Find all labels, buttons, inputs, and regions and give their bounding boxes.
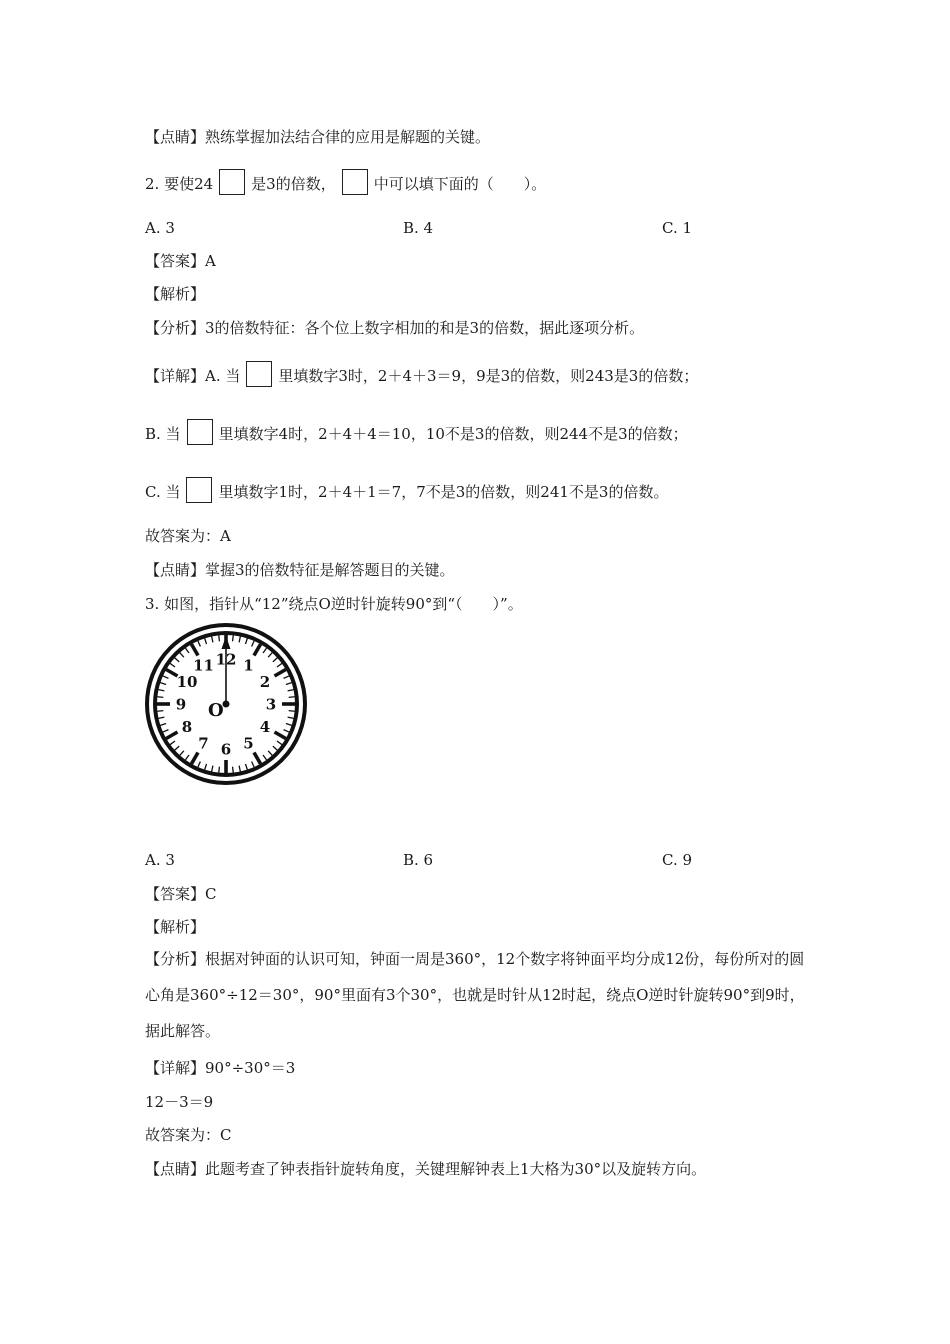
- blank-box: [342, 169, 368, 195]
- clock-major-tick: [192, 752, 199, 763]
- clock-minor-tick: [273, 746, 277, 750]
- clock-minor-tick: [205, 638, 207, 644]
- clock-minor-tick: [175, 746, 179, 750]
- clock-minor-tick: [159, 717, 165, 718]
- q3-detail-1: 【详解】90°÷30°＝3: [145, 1059, 296, 1077]
- q3-conclusion: 故答案为：C: [145, 1126, 232, 1144]
- clock-minor-tick: [277, 663, 282, 667]
- clock-minor-tick: [289, 697, 295, 698]
- q2-question-middle: 是3的倍数，: [251, 175, 336, 193]
- q2-analysis-head: 【解析】: [145, 285, 206, 303]
- clock-minor-tick: [175, 658, 179, 662]
- q2-question-suffix: 中可以填下面的（ ）。: [373, 175, 547, 193]
- blank-box: [187, 419, 213, 445]
- clock-minor-tick: [284, 676, 289, 678]
- q3-option-a: A. 3: [145, 851, 175, 869]
- clock-minor-tick: [198, 762, 200, 767]
- clock-figure: [144, 622, 308, 786]
- clock-minor-tick: [233, 635, 234, 641]
- clock-minor-tick: [289, 711, 295, 712]
- clock-minor-tick: [252, 762, 254, 767]
- q2-detail-c: [145, 480, 668, 506]
- clock-minor-tick: [212, 766, 213, 772]
- clock-number: 3: [265, 695, 277, 714]
- q2-option-c: C. 1: [662, 219, 693, 237]
- clock-number: 9: [175, 695, 187, 714]
- clock-minor-tick: [263, 755, 267, 760]
- clock-number: 1: [243, 656, 254, 675]
- clock-minor-tick: [157, 711, 163, 712]
- q3-question: 3. 如图，指针从“12”绕点O逆时针旋转90°到“（ ）”。: [145, 595, 523, 613]
- q2-answer: 【答案】A: [145, 252, 216, 270]
- clock-major-tick: [192, 644, 199, 655]
- clock-minor-tick: [198, 641, 200, 646]
- q2-detail-b: [145, 422, 688, 448]
- clock-minor-tick: [233, 767, 234, 773]
- q2-detail-b-pre: B. 当: [145, 425, 181, 443]
- clock-minor-tick: [288, 690, 294, 691]
- clock-number: 11: [193, 656, 214, 675]
- clock-minor-tick: [180, 653, 184, 657]
- clock-minor-tick: [185, 755, 189, 760]
- blank-box: [246, 361, 272, 387]
- clock-number: 4: [259, 718, 271, 736]
- blank-box: [219, 169, 245, 195]
- clock-number: 5: [243, 734, 254, 753]
- q2-option-a: A. 3: [145, 219, 175, 237]
- clock-minor-tick: [273, 658, 277, 662]
- clock-major-tick: [254, 644, 261, 655]
- clock-minor-tick: [252, 641, 254, 646]
- clock-minor-tick: [170, 663, 175, 667]
- clock-minor-tick: [159, 690, 165, 691]
- q3-analysis-head: 【解析】: [145, 918, 206, 936]
- clock-minor-tick: [263, 648, 267, 653]
- clock-number: 12: [215, 650, 237, 669]
- q2-question: [145, 172, 546, 198]
- clock-number: 8: [181, 718, 193, 736]
- q3-detail-2: 12－3＝9: [145, 1093, 214, 1111]
- q2-tip: 【点睛】掌握3的倍数特征是解答题目的关键。: [145, 561, 455, 579]
- clock-minor-tick: [268, 653, 272, 657]
- clock-minor-tick: [180, 751, 184, 755]
- clock-minor-tick: [219, 635, 220, 641]
- clock-minor-tick: [170, 741, 175, 745]
- clock-minor-tick: [268, 751, 272, 755]
- clock-number: 10: [176, 673, 198, 691]
- clock-major-tick: [166, 732, 177, 739]
- clock-minor-tick: [219, 767, 220, 773]
- q3-analysis: 【分析】根据对钟面的认识可知，钟面一周是360°，12个数字将钟面平均分成12份，每份所对的圆心角是360°÷12＝30°，90°里面有3个30°，也就是时针从12时起，绕点O逆时针旋转90°到9时，据此解答。: [145, 950, 805, 1040]
- clock-number: 7: [198, 734, 209, 753]
- q3-option-b: B. 6: [403, 851, 434, 869]
- q2-detail-a-pre: 【详解】A. 当: [145, 367, 241, 385]
- q3-answer: 【答案】C: [145, 885, 217, 903]
- q2-analysis: 【分析】3的倍数特征：各个位上数字相加的和是3的倍数，据此逐项分析。: [145, 319, 645, 337]
- q2-detail-a-post: 里填数字3时，2＋4＋3＝9，9是3的倍数，则243是3的倍数；: [278, 367, 699, 385]
- q2-option-b: B. 4: [403, 219, 434, 237]
- clock-major-tick: [274, 670, 285, 677]
- q2-detail-b-post: 里填数字4时，2＋4＋4＝10，10不是3的倍数，则244不是3的倍数；: [218, 425, 688, 443]
- q3-tip: 【点睛】此题考查了钟表指针旋转角度，关键理解钟表上1大格为30°以及旋转方向。: [145, 1160, 707, 1178]
- clock-minor-tick: [163, 676, 168, 678]
- clock-minor-tick: [160, 683, 166, 685]
- clock-minor-tick: [284, 730, 289, 732]
- q3-option-c: C. 9: [662, 851, 693, 869]
- clock-major-tick: [254, 752, 261, 763]
- clock-minor-tick: [205, 764, 207, 770]
- clock-minor-tick: [239, 766, 240, 772]
- q2-detail-c-post: 里填数字1时，2＋4＋1＝7，7不是3的倍数，则241不是3的倍数。: [218, 483, 669, 501]
- clock-minor-tick: [277, 741, 282, 745]
- clock-minor-tick: [185, 648, 189, 653]
- blank-box: [186, 477, 212, 503]
- clock-hand-arrowhead: [222, 636, 231, 649]
- clock-minor-tick: [239, 637, 240, 643]
- clock-minor-tick: [286, 683, 292, 685]
- q2-detail-c-pre: C. 当: [145, 483, 181, 501]
- q2-conclusion: 故答案为：A: [145, 527, 231, 545]
- clock-minor-tick: [288, 717, 294, 718]
- clock-minor-tick: [245, 638, 247, 644]
- q1-tip: 【点睛】熟练掌握加法结合律的应用是解题的关键。: [145, 128, 491, 146]
- clock-minor-tick: [245, 764, 247, 770]
- clock-minor-tick: [160, 723, 166, 725]
- clock-number: 6: [220, 740, 232, 759]
- clock-minor-tick: [286, 723, 292, 725]
- q2-question-prefix: 2. 要使24: [145, 175, 214, 193]
- clock-minor-tick: [212, 637, 213, 643]
- q2-detail-a: [145, 364, 698, 390]
- clock-number: 2: [259, 673, 271, 691]
- clock-center-label: O: [208, 700, 224, 721]
- clock-major-tick: [274, 732, 285, 739]
- clock-minor-tick: [157, 697, 163, 698]
- clock-minor-tick: [163, 730, 168, 732]
